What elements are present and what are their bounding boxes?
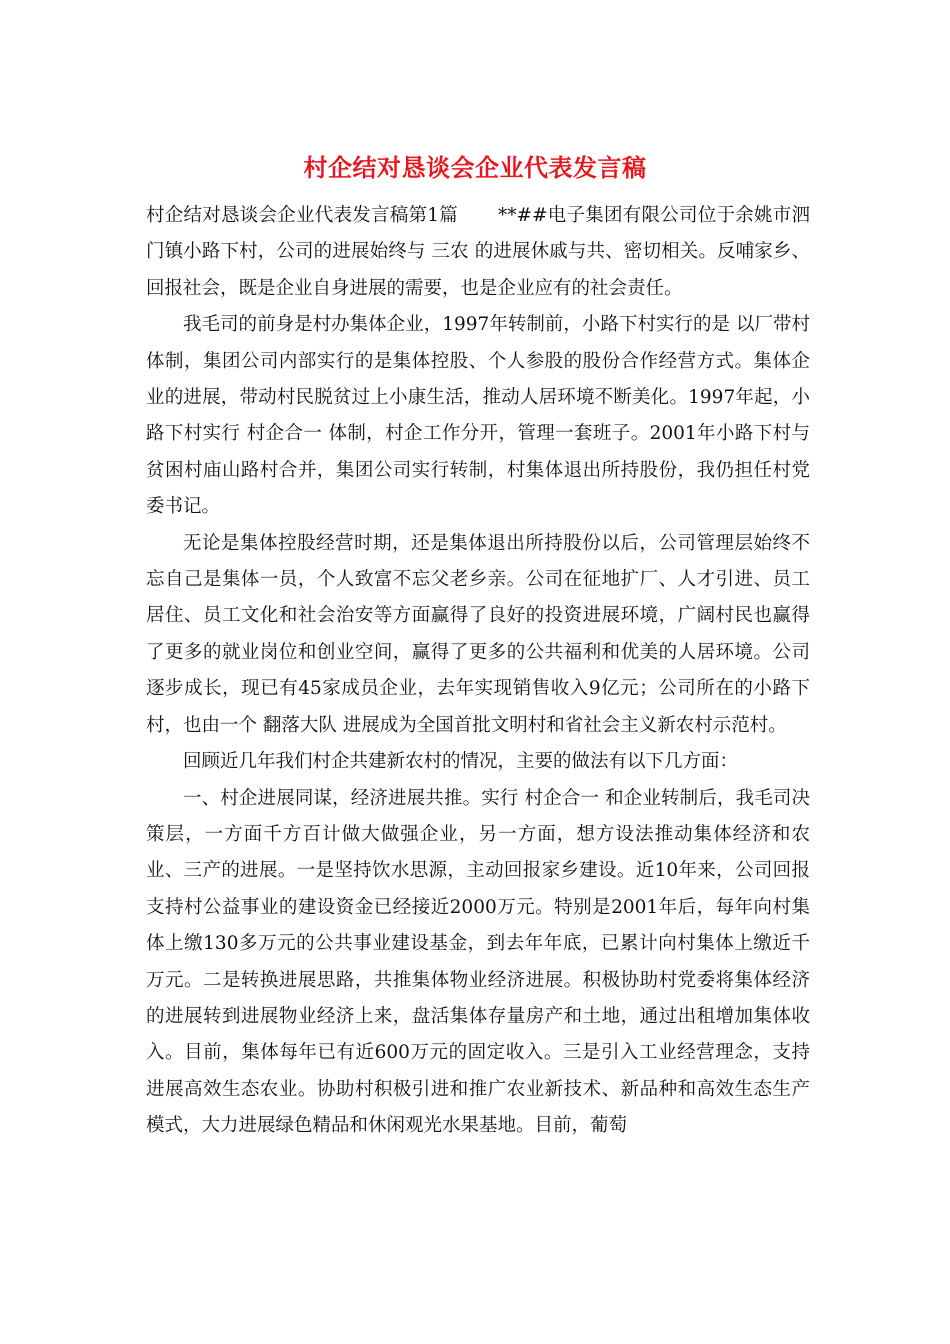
body-paragraph-3: 回顾近几年我们村企共建新农村的情况，主要的做法有以下几方面：: [183, 751, 739, 773]
body-paragraph-1: 我毛司的前身是村办集体企业，1997年转制前，小路下村实行的是 以厂带村 体制，集团公司内部实行的是集体控股、个人参股的股份合作经营方式。集体企业的进展，带动村民脱贫过上小康生活，推动人居环境不断美化。1997年起，小路下村实行 村企合一 体制，村企工作分开，管理一套班子。2001年小路下村与贫困村庙山路村合并，集团公司实行转制，村集体退出所持股份，我仍担任村党委书记。: [146, 314, 810, 518]
document-title: 村企结对恳谈会企业代表发言稿: [303, 153, 647, 182]
document-body: [146, 198, 810, 1145]
intro-text: **##电子集团有限公司位于余姚市泗门镇小路下村，公司的进展始终与 三农 的进展休戚与共、密切相关。反哺家乡、回报社会，既是企业自身进展的需要，也是企业应有的社会责任。: [146, 205, 810, 299]
intro-paragraph: [146, 198, 810, 307]
body-paragraph-4: 一、村企进展同谋，经济进展共推。实行 村企合一 和企业转制后，我毛司决策层，一方面千方百计做大做强企业，另一方面，想方设法推动集体经济和农业、三产的进展。一是坚持饮水思源，主动回报家乡建设。近10年来，公司回报支持村公益事业的建设资金已经接近2000万元。特别是2001年后，每年向村集体上缴130多万元的公共事业建设基金，到去年年底，已累计向村集体上缴近千万元。二是转换进展思路，共推集体物业经济进展。积极协助村党委将集体经济的进展转到进展物业经济上来，盘活集体存量房产和土地，通过出租增加集体收入。目前，集体每年已有近600万元的固定收入。三是引入工业经营理念，支持进展高效生态农业。协助村积极引进和推广农业新技术、新品种和高效生态生产模式，大力进展绿色精品和休闲观光水果基地。目前，葡萄: [146, 787, 810, 1137]
intro-heading: 村企结对恳谈会企业代表发言稿第1篇: [146, 205, 458, 226]
body-paragraph-2: 无论是集体控股经营时期，还是集体退出所持股份以后，公司管理层始终不忘自己是集体一员，个人致富不忘父老乡亲。公司在征地扩厂、人才引进、员工居住、员工文化和社会治安等方面赢得了良好的投资进展环境，广阔村民也赢得了更多的就业岗位和创业空间，赢得了更多的公共福利和优美的人居环境。公司逐步成长，现已有45家成员企业，去年实现销售收入9亿元；公司所在的小路下村，也由一个 翻落大队 进展成为全国首批文明村和省社会主义新农村示范村。: [146, 532, 810, 736]
